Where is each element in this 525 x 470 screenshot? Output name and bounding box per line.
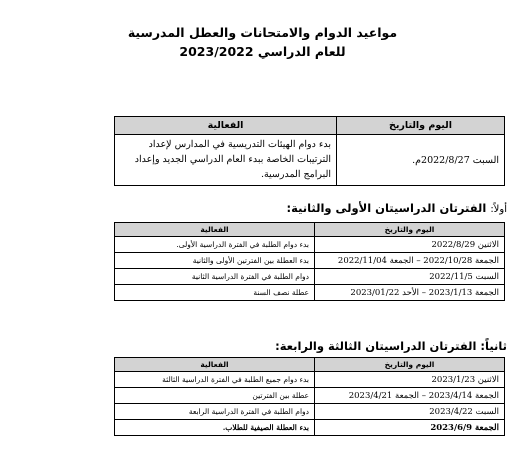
section-1-heading	[287, 201, 507, 215]
date-cell: الجمعة 2022/10/28 – الجمعة 2022/11/04	[315, 253, 505, 269]
date-column-header: اليوم والتاريخ	[315, 223, 505, 237]
date-cell: السبت 2022/8/27م.	[337, 135, 505, 186]
date-cell: السبت 2022/11/5	[315, 269, 505, 285]
table-row	[115, 253, 505, 269]
activity-column-header: الفعالية	[115, 358, 315, 372]
activity-cell: بدء دوام الهيئات التدريسية في المدارس لإعداد الترتيبات الخاصة ببدء العام الدراسي الجديد وإعداد البرامج المدرسية.	[115, 135, 337, 186]
date-cell: الاثنين 2022/8/29	[315, 237, 505, 253]
date-column-header: اليوم والتاريخ	[315, 358, 505, 372]
activity-cell: بدء العطلة الصيفية للطلاب.	[115, 420, 315, 436]
date-cell: السبت 2023/4/22	[315, 404, 505, 420]
date-cell: الاثنين 2023/1/23	[315, 372, 505, 388]
activity-column-header: الفعالية	[115, 223, 315, 237]
table-row	[115, 269, 505, 285]
section-1-table	[114, 222, 505, 301]
activity-cell: بدء دوام الطلبة في الفترة الدراسية الأولى.	[115, 237, 315, 253]
section-2-prefix: ثانياً:	[480, 339, 507, 353]
document-title: مواعيد الدوام والامتحانات والعطل المدرسية	[127, 25, 398, 40]
activity-cell: دوام الطلبة في الفترة الدراسية الرابعة	[115, 404, 315, 420]
activity-cell: بدء العطلة بين الفترتين الأولى والثانية	[115, 253, 315, 269]
activity-cell: دوام الطلبة في الفترة الدراسية الثانية	[115, 269, 315, 285]
table-header-row	[115, 223, 505, 237]
document-subtitle: للعام الدراسي 2023/2022	[179, 44, 346, 59]
table-row	[115, 404, 505, 420]
intro-table	[114, 116, 505, 186]
table-row	[115, 420, 505, 436]
table-header-row	[115, 117, 505, 135]
section-1-prefix: أولاً:	[490, 204, 507, 215]
table-row	[115, 135, 505, 186]
table-row	[115, 388, 505, 404]
section-2-title: الفترتان الدراسيتان الثالثة والرابعة:	[275, 339, 477, 353]
table-row	[115, 372, 505, 388]
section-2-heading	[275, 339, 507, 353]
section-2-table	[114, 357, 505, 436]
date-cell: الجمعة 2023/6/9	[315, 420, 505, 436]
activity-cell: عطلة نصف السنة	[115, 285, 315, 301]
date-column-header: اليوم والتاريخ	[337, 117, 505, 135]
table-header-row	[115, 358, 505, 372]
activity-cell: بدء دوام جميع الطلبة في الفترة الدراسية الثالثة	[115, 372, 315, 388]
table-row	[115, 285, 505, 301]
section-1-title: الفترتان الدراسيتان الأولى والثانية:	[286, 201, 487, 215]
activity-cell: عطلة بين الفترتين	[115, 388, 315, 404]
table-row	[115, 237, 505, 253]
date-cell: الجمعة 2023/1/13 – الأحد 2023/01/22	[315, 285, 505, 301]
activity-column-header: الفعالية	[115, 117, 337, 135]
date-cell: الجمعة 2023/4/14 – الجمعة 2023/4/21	[315, 388, 505, 404]
